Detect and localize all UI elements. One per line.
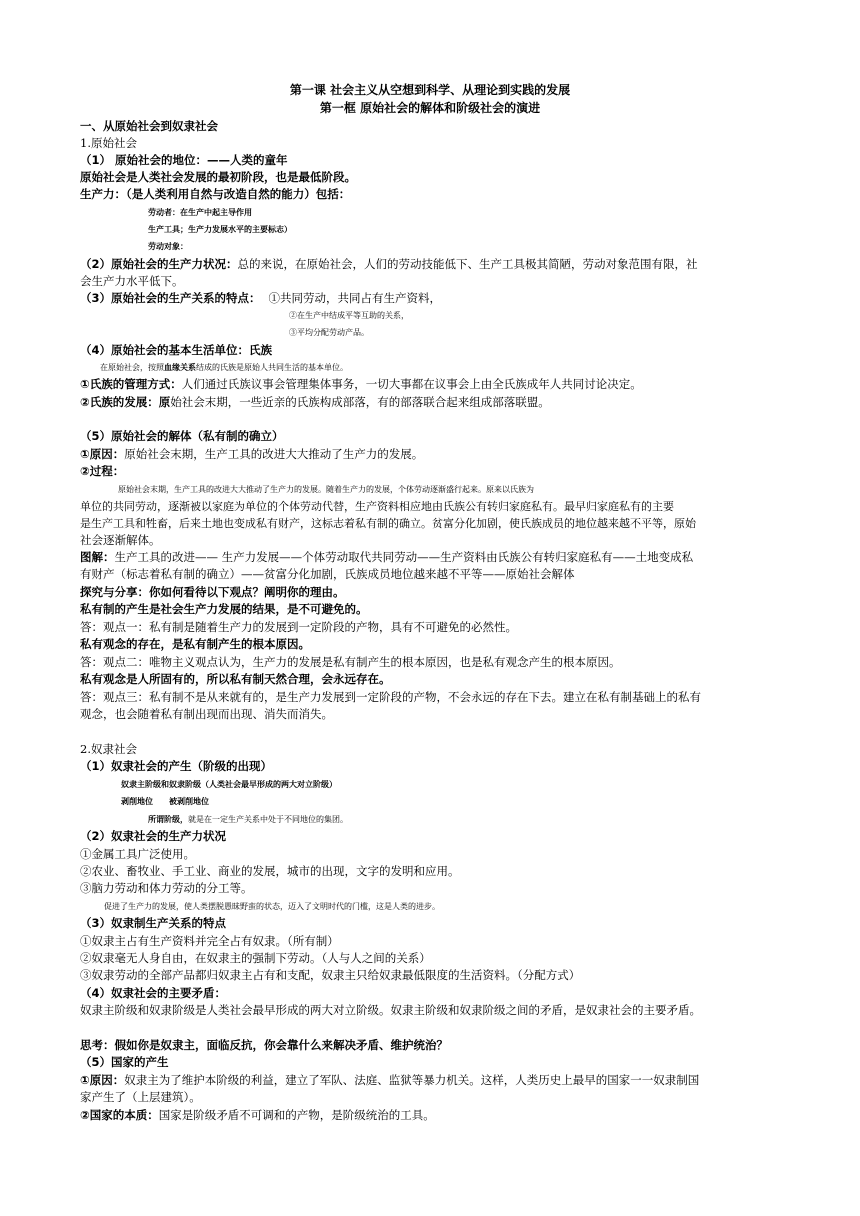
body: 人们通过氏族议事会管理集体事务，一切大事都在议事会上由全氏族成年人共同讨论决定。: [181, 377, 642, 391]
text-line: 有财产（标志着私有制的确立）——贫富分化加剧，氏族成员地位越来越不平等——原始社会解体: [80, 567, 575, 581]
text-line: （4）奴隶社会的主要矛盾：: [80, 986, 227, 1000]
text-line: 剥削地位 被剥削地位: [121, 797, 209, 806]
body: 结成的氏族是原始人共同生活的基本单位。: [196, 363, 348, 372]
body: 在原始社会，按照: [100, 363, 164, 372]
text-line: [100, 359, 800, 376]
text-line: 劳动者：在生产中起主导作用: [148, 208, 252, 217]
text-line: 观念，也会随着私有制出现而出现、消失而消失。: [80, 707, 333, 721]
text-line: 是生产工具和牲畜，后来土地也变成私有财产，这标志着私有制的确立。贫富分化加剧，使氏族成员的地位越来越不平等，原始: [80, 517, 696, 530]
text-line: [80, 446, 780, 463]
text-line: 私有制的产生是社会生产力发展的结果，是不可避免的。: [80, 602, 368, 616]
label: ②氏族的发展：: [80, 395, 159, 409]
text-line: 社会逐渐解体。: [80, 533, 161, 547]
label: ①原因：: [80, 447, 125, 461]
body: 总的来说，在原始社会，人们的劳动技能低下、生产工具极其简陋，劳动对象范围有限，社: [237, 257, 698, 271]
text-line: （5）国家的产生: [80, 1055, 169, 1069]
text-line: [80, 256, 780, 273]
text-line: （2）奴隶社会的生产力状况: [80, 829, 227, 843]
label: 图解：: [80, 550, 115, 564]
body: 奴隶主为了维护本阶级的利益，建立了军队、法庭、监狱等暴力机关。这样，人类历史上最早的国家一一奴隶制国: [124, 1073, 700, 1087]
text-line: （1）奴隶社会的产生（阶级的出现）: [80, 759, 272, 773]
text-line: 答：观点一：私有制是随着生产力的发展到一定阶段的产物，具有不可避免的必然性。: [80, 620, 517, 634]
text-line: （5）原始社会的解体（私有制的确立）: [80, 429, 284, 443]
text-line: 原始社会是人类社会发展的最初阶段，也是最低阶段。: [80, 170, 356, 184]
text-line: 生产工具；生产力发展水平的主要标志）: [148, 225, 292, 234]
text-line: [80, 394, 780, 411]
heading-1: 一、从原始社会到奴隶社会: [80, 119, 218, 133]
text-line: [80, 290, 780, 307]
text-line: 思考：假如你是奴隶主，面临反抗，你会靠什么来解决矛盾、维护统治？: [80, 1038, 448, 1052]
text-line: ②奴隶毫无人身自由，在奴隶主的强制下劳动。（人与人之间的关系）: [80, 951, 431, 965]
label: （3）原始社会的生产关系的特点：: [80, 291, 261, 305]
text-line: [80, 1107, 780, 1124]
text-line: ②农业、畜牧业、手工业、商业的发展，城市的出现，文字的发明和应用。: [80, 864, 460, 878]
text-line: ②在生产中结成平等互助的关系，: [289, 311, 409, 320]
text-line: 答：观点二：唯物主义观点认为，生产力的发展是私有制产生的根本原因，也是私有观念产生的根本原因。: [80, 655, 621, 669]
text-line: 劳动对象：: [148, 242, 188, 251]
label: （2）原始社会的生产力状况：: [80, 257, 238, 271]
text-line: ③平均分配劳动产品。: [289, 328, 369, 337]
text-line: （1） 原始社会的地位：——人类的童年: [80, 153, 288, 167]
body: ①共同劳动，共同占有生产资料，: [268, 291, 441, 305]
label: 所谓阶级，: [148, 815, 188, 824]
body: 始社会末期，一些近亲的氏族构成部落，有的部落联合起来组成部落联盟。: [170, 395, 550, 409]
text-line: （3）奴隶制生产关系的特点: [80, 916, 227, 930]
text-line: [148, 811, 848, 828]
label: ①氏族的管理方式：: [80, 377, 182, 391]
text-line: ③奴隶劳动的全部产品都归奴隶主占有和支配，奴隶主只给奴隶最低限度的生活资料。（分配方式）: [80, 968, 581, 982]
text-line: 奴隶主阶级和奴隶阶级（人类社会最早形成的两大对立阶级）: [121, 780, 337, 789]
text-line: ③脑力劳动和体力劳动的分工等。: [80, 881, 253, 895]
subheading-slave: 2.奴隶社会: [80, 742, 137, 756]
text-line: 原始社会末期，生产工具的改进大大推动了生产力的发展。随着生产力的发展，个体劳动逐渐盛行起来。原来以氏族为: [118, 485, 534, 494]
body: 原始社会末期，生产工具的改进大大推动了生产力的发展。: [124, 447, 424, 461]
body: 国家是阶级矛盾不可调和的产物，是阶级统治的工具。: [158, 1108, 435, 1122]
text-line: ①金属工具广泛使用。: [80, 847, 195, 861]
label: ①原因：: [80, 1073, 125, 1087]
label: ②国家的本质：: [80, 1108, 159, 1122]
subheading-primitive: 1.原始社会: [80, 136, 137, 150]
text-line: 探究与分享：你如何看待以下观点？阐明你的理由。: [80, 585, 345, 599]
text-line: ②过程：: [80, 464, 125, 478]
text-line: 私有观念是人所固有的，所以私有制天然合理，会永远存在。: [80, 672, 391, 686]
text-line: 会生产力水平低下。: [80, 274, 184, 288]
body: 生产工具的改进—— 生产力发展——个体劳动取代共同劳动——生产资料由氏族公有转归家庭私有——土地变成私: [114, 550, 694, 564]
keyword: 血缘关系: [164, 363, 196, 372]
label: 原: [158, 395, 171, 409]
text-line: 奴隶主阶级和奴隶阶级是人类社会最早形成的两大对立阶级。奴隶主阶级和奴隶阶级之间的矛盾，是奴隶社会的主要矛盾。: [80, 1003, 701, 1017]
text-line: （4）原始社会的基本生活单位：氏族: [80, 343, 272, 357]
body: 就是在一定生产关系中处于不同地位的集团。: [188, 815, 348, 824]
lesson-title: 第一课 社会主义从空想到科学、从理论到实践的发展: [289, 83, 571, 97]
text-line: 生产力：（是人类利用自然与改造自然的能力）包括：: [80, 187, 351, 201]
text-line: 单位的共同劳动，逐渐被以家庭为单位的个体劳动代替，生产资料相应地由氏族公有转归家庭私有。最早归家庭私有的主要: [80, 500, 674, 513]
text-line: [80, 1072, 780, 1089]
text-line: 促进了生产力的发展，使人类摆脱愚昧野蛮的状态，迈入了文明时代的门槛，这是人类的进步。: [104, 902, 440, 911]
text-line: 家产生了（上层建筑）。: [80, 1090, 201, 1104]
text-line: ①奴隶主占有生产资料并完全占有奴隶。（所有制）: [80, 934, 339, 948]
text-line: [80, 549, 780, 566]
text-line: [80, 376, 780, 393]
text-line: 答：观点三：私有制不是从来就有的，是生产力发展到一定阶段的产物，不会永远的存在下去。建立在私有制基础上的私有: [80, 690, 701, 704]
text-line: 私有观念的存在，是私有制产生的根本原因。: [80, 637, 310, 651]
section-title: 第一框 原始社会的解体和阶级社会的演进: [319, 101, 541, 115]
